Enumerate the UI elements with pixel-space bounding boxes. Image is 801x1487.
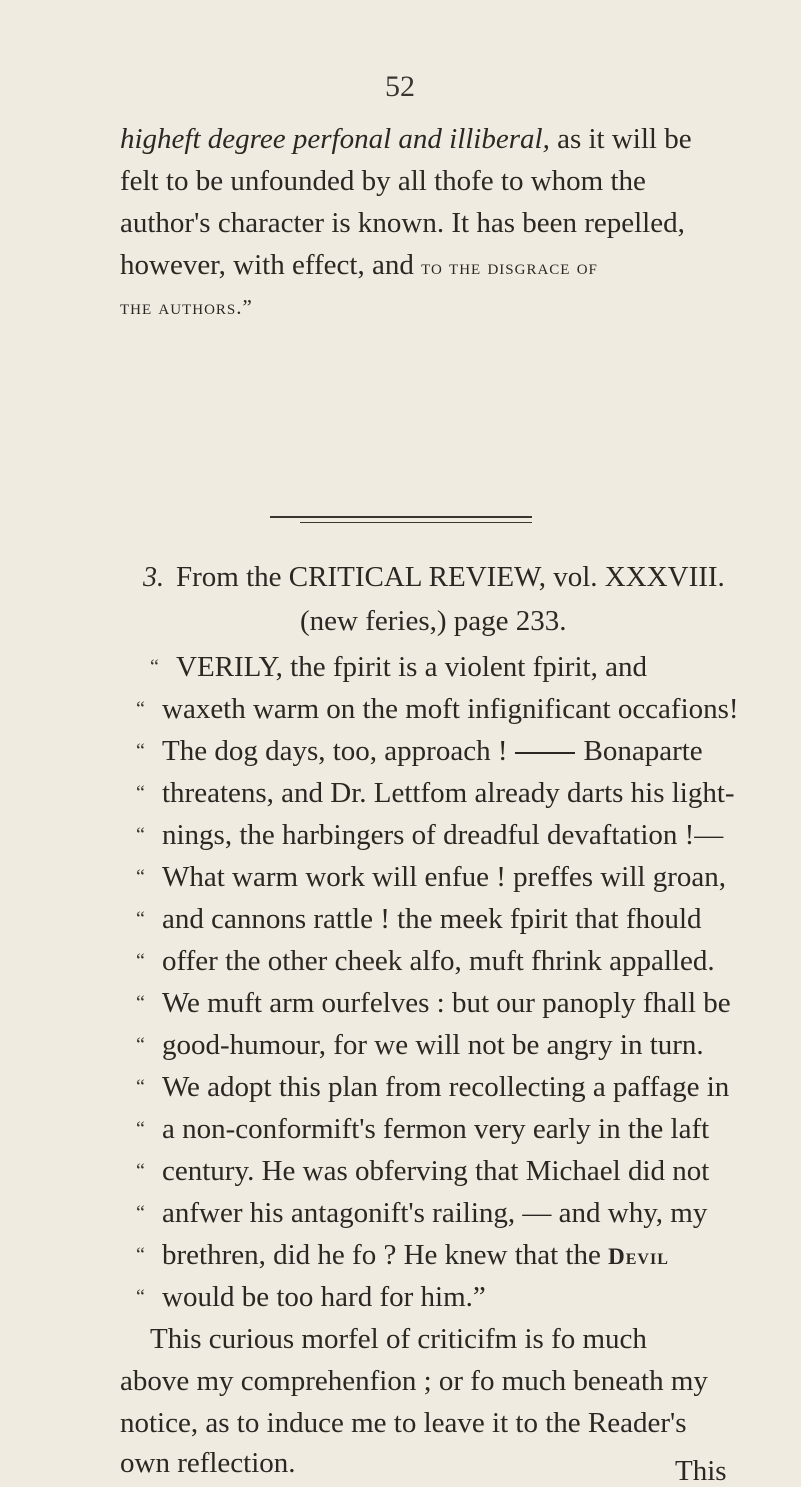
quote-text: threatens, and Dr. Lettfom already darts his light- [162,777,735,809]
quote-text: The dog days, too, approach ! [162,735,508,767]
section-number: 3. [143,562,164,593]
quote-mark: “ [136,1286,145,1308]
quote-mark: “ [136,1160,145,1182]
section-rule-thin [300,522,532,523]
quote-mark: “ [136,992,145,1014]
quote-mark: “ [136,950,145,972]
catchword: This [675,1455,727,1487]
intro-line-4 [120,248,598,284]
intro-line-5 [120,288,253,324]
section-heading-2: (new feries,) page 233. [300,605,567,637]
quote-text: nings, the harbingers of dreadful devaftation !— [162,819,724,851]
quote-mark: “ [136,1244,145,1266]
quote-line-3 [136,734,703,768]
quote-mark: “ [136,824,145,846]
quote-mark: “ [136,1202,145,1224]
quote-text: brethren, did he fo ? He knew that the [162,1239,609,1271]
quote-line-10 [136,1028,704,1062]
closing-line-4: own reflection. [120,1447,296,1479]
quote-text: We adopt this plan from recollecting a paffage in [162,1071,730,1103]
quote-line-9 [136,986,731,1020]
em-dash-rule [515,752,575,754]
quote-mark: “ [136,740,145,762]
quote-text: century. He was obferving that Michael did not [162,1155,710,1187]
closing-line-1: This curious morfel of criticifm is fo much [150,1323,647,1355]
quote-text: and cannons rattle ! the meek fpirit that fhould [162,903,702,935]
quote-line-1 [150,650,647,684]
quote-text: would be too hard for him.” [162,1281,486,1313]
quote-line-7 [136,902,702,936]
quote-line-11 [136,1070,729,1104]
closing-line-2: above my comprehenfion ; or fo much beneath my [120,1365,708,1397]
closing-line-3: notice, as to induce me to leave it to the Reader's [120,1407,687,1439]
quote-line-12 [136,1112,709,1146]
quote-mark: “ [136,1076,145,1098]
quote-line-13 [136,1154,709,1188]
quote-mark: “ [136,908,145,930]
section-heading-1: From the CRITICAL REVIEW, vol. XXXVIII. [176,561,725,593]
section-rule [270,516,532,518]
quote-text: waxeth warm on the moft infignificant occafions! [162,693,739,725]
intro-line-5-caps: the authors.” [120,295,253,319]
quote-text-devil: Devil [608,1244,669,1269]
quote-line-16 [136,1280,486,1314]
quote-mark: “ [136,782,145,804]
intro-line-4-start: however, with effect, and [120,249,422,281]
page-number: 52 [385,70,415,103]
quote-text: VERILY, the fpirit is a violent fpirit, and [176,651,647,683]
quote-text: good-humour, for we will not be angry in turn. [162,1029,704,1061]
quote-mark: “ [136,1034,145,1056]
quote-text: offer the other cheek alfo, muft fhrink appalled. [162,945,715,977]
quote-mark: “ [136,1118,145,1140]
quote-text: anfwer his antagonift's railing, — and why, my [162,1197,708,1229]
quote-line-6 [136,860,726,894]
quote-line-15 [136,1238,669,1274]
intro-line-1-rest: as it will be [549,123,692,155]
quote-text: What warm work will enfue ! preffes will groan, [162,861,726,893]
quote-line-5 [136,818,723,852]
intro-line-2: felt to be unfounded by all thofe to whom the [120,165,646,197]
intro-line-1 [120,122,692,156]
quote-line-8 [136,944,715,978]
quote-text: We muft arm ourfelves : but our panoply fhall be [162,987,731,1019]
quote-line-2 [136,692,739,726]
quote-mark: “ [150,656,159,678]
quote-mark: “ [136,866,145,888]
quote-text-bonaparte: Bonaparte [583,735,703,767]
intro-line-4-caps: to the disgrace of [421,255,598,279]
quote-line-14 [136,1196,707,1230]
quote-mark: “ [136,698,145,720]
quote-line-4 [136,776,735,810]
intro-italic: higheft degree perfonal and illiberal, [120,123,550,155]
quote-text: a non-conformift's fermon very early in the laft [162,1113,710,1145]
intro-line-3: author's character is known. It has been repelled, [120,207,685,239]
